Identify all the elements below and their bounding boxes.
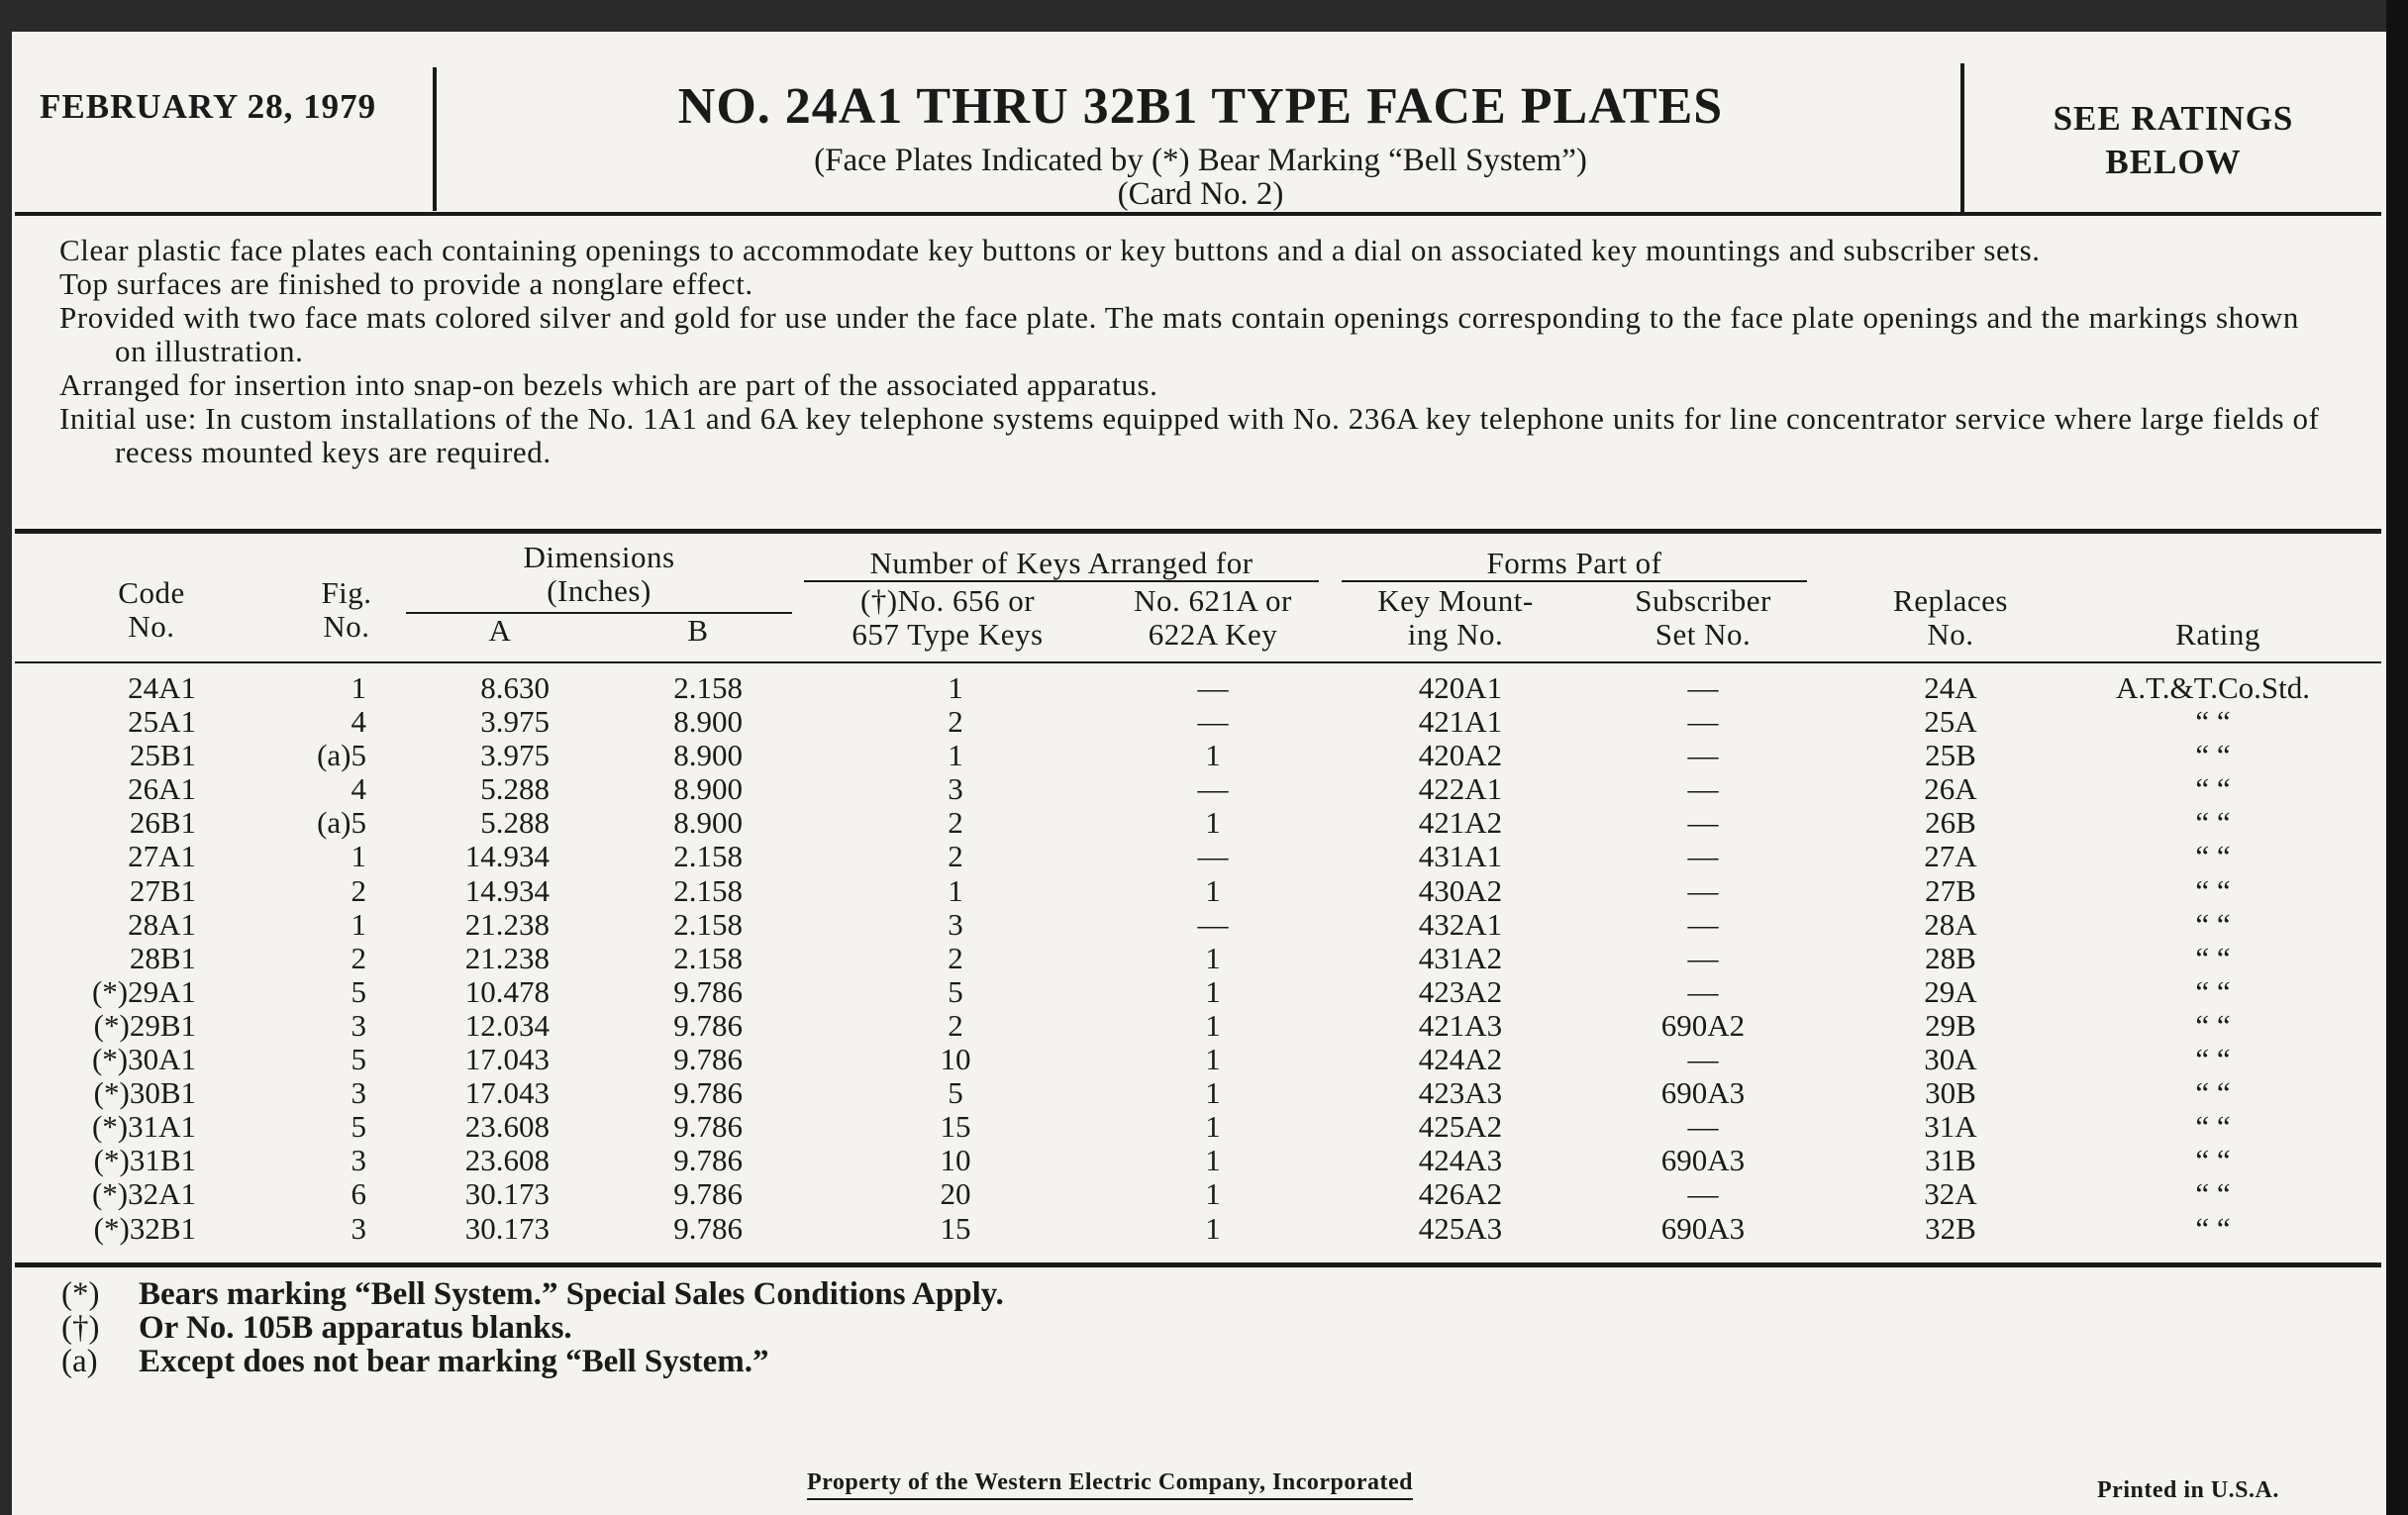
code-cell: 27B1 bbox=[129, 872, 196, 908]
replaces-cell: 31B bbox=[1925, 1143, 1976, 1178]
table-row bbox=[0, 739, 2408, 772]
keys-656-cell: 10 bbox=[940, 1143, 971, 1178]
dim-b-cell: 9.786 bbox=[673, 1007, 743, 1043]
header-text: No. bbox=[1927, 617, 1974, 652]
key-mounting-cell: 423A3 bbox=[1418, 1075, 1503, 1111]
header-text: Key Mount- bbox=[1377, 583, 1534, 618]
dim-b-cell: 9.786 bbox=[673, 1042, 743, 1077]
replaces-cell: 25A bbox=[1924, 704, 1977, 740]
dim-a-cell: 5.288 bbox=[480, 805, 550, 841]
subscriber-set-cell: 690A2 bbox=[1660, 1007, 1746, 1043]
keys-621-cell: 1 bbox=[1205, 1143, 1221, 1178]
replaces-cell: 25B bbox=[1925, 738, 1976, 773]
keys-621-cell: 1 bbox=[1205, 738, 1221, 773]
replaces-cell: 26B bbox=[1925, 805, 1976, 841]
subscriber-set-cell: — bbox=[1687, 805, 1719, 841]
header-text: Replaces bbox=[1893, 583, 2008, 618]
dim-a-cell: 21.238 bbox=[464, 940, 550, 975]
card-number: (Card No. 2) bbox=[1117, 176, 1284, 212]
footnote-text: Bears marking “Bell System.” Special Sales Conditions Apply. bbox=[139, 1276, 1004, 1312]
replaces-cell: 32A bbox=[1924, 1176, 1977, 1212]
fig-cell: 3 bbox=[351, 1075, 366, 1111]
header-code bbox=[57, 576, 246, 644]
fig-cell: 1 bbox=[351, 906, 366, 942]
dim-b-cell: 8.900 bbox=[673, 805, 743, 841]
rating-cell: “ “ bbox=[2195, 1143, 2231, 1178]
table-row bbox=[0, 1144, 2408, 1177]
header-rating: Rating bbox=[2175, 617, 2260, 652]
fig-cell: 1 bbox=[351, 670, 366, 705]
subscriber-set-cell: — bbox=[1687, 973, 1719, 1009]
dim-b-cell: 8.900 bbox=[673, 738, 743, 773]
footnote-mark: (a) bbox=[61, 1344, 98, 1379]
replaces-cell: 27B bbox=[1925, 872, 1976, 908]
rating-cell: “ “ bbox=[2195, 906, 2231, 942]
keys-621-cell: 1 bbox=[1205, 1075, 1221, 1111]
keys-656-cell: 15 bbox=[940, 1210, 971, 1246]
code-cell: 26B1 bbox=[129, 805, 196, 841]
replaces-cell: 26A bbox=[1924, 771, 1977, 807]
dim-a-cell: 17.043 bbox=[464, 1042, 550, 1077]
forms-underline bbox=[1342, 580, 1807, 582]
fig-cell: (a)5 bbox=[317, 738, 366, 773]
fig-cell: 5 bbox=[351, 1042, 366, 1077]
dim-b-cell: 9.786 bbox=[673, 1210, 743, 1246]
issue-date: FEBRUARY 28, 1979 bbox=[40, 87, 377, 126]
description-para: Clear plastic face plates each containing openings to accommodate key buttons or key buttons and a dial on associated key mountings and subscriber sets. bbox=[59, 233, 2041, 267]
keys-621-cell: 1 bbox=[1205, 805, 1221, 841]
keys-656-cell: 2 bbox=[948, 805, 963, 841]
page-subtitle bbox=[446, 144, 1956, 211]
replaces-cell: 28A bbox=[1924, 906, 1977, 942]
code-cell: (*)29A1 bbox=[91, 973, 196, 1009]
key-mounting-cell: 421A1 bbox=[1418, 704, 1503, 740]
dim-a-cell: 21.238 bbox=[464, 906, 550, 942]
key-mounting-cell: 421A3 bbox=[1418, 1007, 1503, 1043]
subscriber-set-cell: 690A3 bbox=[1660, 1075, 1746, 1111]
footnotes bbox=[61, 1277, 1004, 1378]
description-para: Top surfaces are finished to provide a nonglare effect. bbox=[59, 266, 753, 301]
table-row bbox=[0, 975, 2408, 1009]
dim-a-cell: 30.173 bbox=[464, 1176, 550, 1212]
table-bottom-rule bbox=[15, 1262, 2381, 1267]
keys-656-cell: 5 bbox=[948, 1075, 963, 1111]
header-subscriber-set bbox=[1584, 584, 1822, 652]
dim-b-cell: 8.900 bbox=[673, 704, 743, 740]
header-bottom-rule bbox=[15, 661, 2381, 663]
subscriber-set-cell: — bbox=[1687, 872, 1719, 908]
key-mounting-cell: 423A2 bbox=[1418, 973, 1503, 1009]
subscriber-set-cell: — bbox=[1687, 704, 1719, 740]
table-row bbox=[0, 772, 2408, 806]
replaces-cell: 29A bbox=[1924, 973, 1977, 1009]
fig-cell: 4 bbox=[351, 704, 366, 740]
code-cell: (*)30B1 bbox=[93, 1075, 196, 1111]
header-text: (Inches) bbox=[547, 573, 652, 608]
table-row bbox=[0, 840, 2408, 873]
header-forms-group: Forms Part of bbox=[1486, 546, 1662, 580]
keys-656-cell: 2 bbox=[948, 839, 963, 874]
dim-a-cell: 8.630 bbox=[480, 670, 550, 705]
keys-621-cell: — bbox=[1197, 771, 1229, 807]
footnote-text: Except does not bear marking “Bell System.” bbox=[139, 1344, 769, 1379]
keys-621-cell: 1 bbox=[1205, 1176, 1221, 1212]
subscriber-set-cell: — bbox=[1687, 1176, 1719, 1212]
fig-cell: 6 bbox=[351, 1176, 366, 1212]
code-cell: (*)32A1 bbox=[91, 1176, 196, 1212]
key-mounting-cell: 422A1 bbox=[1418, 771, 1503, 807]
rating-cell: “ “ bbox=[2195, 771, 2231, 807]
header-dimensions bbox=[406, 541, 792, 608]
key-mounting-cell: 425A2 bbox=[1418, 1109, 1503, 1145]
header-text: Subscriber bbox=[1635, 583, 1771, 618]
rating-cell: “ “ bbox=[2195, 1075, 2231, 1111]
header-key-mounting bbox=[1342, 584, 1569, 652]
header-text: (†)No. 656 or bbox=[859, 583, 1036, 618]
description-para: Arranged for insertion into snap-on bezels which are part of the associated apparatus. bbox=[59, 367, 1158, 402]
keys-621-cell: — bbox=[1197, 670, 1229, 705]
code-cell: 25A1 bbox=[128, 704, 196, 740]
subscriber-set-cell: — bbox=[1687, 1109, 1719, 1145]
subscriber-set-cell: — bbox=[1687, 906, 1719, 942]
table-row bbox=[0, 908, 2408, 942]
fig-cell: 3 bbox=[351, 1007, 366, 1043]
code-cell: (*)32B1 bbox=[93, 1210, 196, 1246]
fig-cell: 5 bbox=[351, 1109, 366, 1145]
replaces-cell: 24A bbox=[1924, 670, 1977, 705]
subscriber-set-cell: — bbox=[1687, 771, 1719, 807]
page-title: NO. 24A1 THRU 32B1 TYPE FACE PLATES bbox=[677, 78, 1724, 135]
code-cell: 25B1 bbox=[129, 738, 196, 773]
subscriber-set-cell: — bbox=[1687, 940, 1719, 975]
keys-621-cell: 1 bbox=[1205, 1210, 1221, 1246]
code-cell: 28B1 bbox=[129, 940, 196, 975]
keys-656-cell: 1 bbox=[948, 670, 963, 705]
header-text: Set No. bbox=[1655, 617, 1752, 652]
keys-656-cell: 2 bbox=[948, 704, 963, 740]
dim-a-cell: 14.934 bbox=[464, 872, 550, 908]
header-keys-group: Number of Keys Arranged for bbox=[869, 546, 1254, 580]
keys-621-cell: 1 bbox=[1205, 940, 1221, 975]
keys-621-cell: 1 bbox=[1205, 872, 1221, 908]
footnote bbox=[61, 1311, 1004, 1345]
rating-cell: “ “ bbox=[2195, 940, 2231, 975]
rating-cell: “ “ bbox=[2195, 872, 2231, 908]
key-mounting-cell: 431A2 bbox=[1418, 940, 1503, 975]
table-row bbox=[0, 942, 2408, 975]
fig-cell: 3 bbox=[351, 1210, 366, 1246]
key-mounting-cell: 420A2 bbox=[1418, 738, 1503, 773]
header-keys-621 bbox=[1099, 584, 1327, 652]
header-text: Code bbox=[118, 575, 185, 610]
keys-656-cell: 1 bbox=[948, 872, 963, 908]
dim-b-cell: 9.786 bbox=[673, 1143, 743, 1178]
dim-a-cell: 14.934 bbox=[464, 839, 550, 874]
dim-b-cell: 2.158 bbox=[673, 872, 743, 908]
replaces-cell: 30A bbox=[1924, 1042, 1977, 1077]
header-text: Dimensions bbox=[523, 540, 675, 574]
rating-cell: “ “ bbox=[2195, 1176, 2231, 1212]
header-text: No. bbox=[323, 609, 370, 644]
dim-a-cell: 23.608 bbox=[464, 1143, 550, 1178]
keys-656-cell: 5 bbox=[948, 973, 963, 1009]
dim-a-cell: 5.288 bbox=[480, 771, 550, 807]
table-row bbox=[0, 806, 2408, 840]
dim-a-cell: 10.478 bbox=[464, 973, 550, 1009]
dim-b-cell: 9.786 bbox=[673, 973, 743, 1009]
dim-a-cell: 3.975 bbox=[480, 704, 550, 740]
footnote-mark: (†) bbox=[61, 1310, 100, 1346]
dim-a-cell: 12.034 bbox=[464, 1007, 550, 1043]
rating-cell: A.T.&T.Co.Std. bbox=[2115, 670, 2311, 705]
table-row bbox=[0, 1009, 2408, 1043]
header-text: Fig. bbox=[321, 575, 372, 610]
key-mounting-cell: 432A1 bbox=[1418, 906, 1503, 942]
ratings-note-line2: BELOW bbox=[2105, 143, 2242, 181]
table-row bbox=[0, 1110, 2408, 1144]
keys-621-cell: — bbox=[1197, 839, 1229, 874]
property-notice: Property of the Western Electric Company, Incorporated bbox=[807, 1469, 1413, 1500]
code-cell: (*)31B1 bbox=[93, 1143, 196, 1178]
dim-a-cell: 17.043 bbox=[464, 1075, 550, 1111]
table-row bbox=[0, 1177, 2408, 1211]
dim-b-cell: 8.900 bbox=[673, 771, 743, 807]
fig-cell: 1 bbox=[351, 839, 366, 874]
rating-cell: “ “ bbox=[2195, 973, 2231, 1009]
footnote-mark: (*) bbox=[61, 1276, 100, 1312]
keys-621-cell: 1 bbox=[1205, 973, 1221, 1009]
header-keys-656 bbox=[804, 584, 1091, 652]
dim-b-cell: 9.786 bbox=[673, 1109, 743, 1145]
table-row bbox=[0, 671, 2408, 705]
header-fig bbox=[287, 576, 406, 644]
header-text: 622A Key bbox=[1148, 617, 1278, 652]
header-text: No. bbox=[128, 609, 175, 644]
replaces-cell: 29B bbox=[1925, 1007, 1976, 1043]
header-divider-right bbox=[1960, 63, 1964, 212]
key-mounting-cell: 420A1 bbox=[1418, 670, 1503, 705]
code-cell: (*)30A1 bbox=[91, 1042, 196, 1077]
keys-621-cell: 1 bbox=[1205, 1109, 1221, 1145]
subscriber-set-cell: — bbox=[1687, 670, 1719, 705]
fig-cell: 2 bbox=[351, 940, 366, 975]
rating-cell: “ “ bbox=[2195, 839, 2231, 874]
dim-a-cell: 3.975 bbox=[480, 738, 550, 773]
subscriber-set-cell: 690A3 bbox=[1660, 1143, 1746, 1178]
header-text: No. 621A or bbox=[1134, 583, 1292, 618]
key-mounting-cell: 421A2 bbox=[1418, 805, 1503, 841]
dim-a-cell: 30.173 bbox=[464, 1210, 550, 1246]
subtitle-line: (Face Plates Indicated by (*) Bear Marking “Bell System”) bbox=[814, 143, 1587, 178]
table-row bbox=[0, 1076, 2408, 1110]
dim-a-cell: 23.608 bbox=[464, 1109, 550, 1145]
code-cell: 27A1 bbox=[128, 839, 196, 874]
keys-656-cell: 3 bbox=[948, 906, 963, 942]
keys-621-cell: — bbox=[1197, 704, 1229, 740]
key-mounting-cell: 425A3 bbox=[1418, 1210, 1503, 1246]
header-divider-left bbox=[433, 67, 437, 211]
footnote-text: Or No. 105B apparatus blanks. bbox=[139, 1310, 572, 1346]
header-dim-b: B bbox=[687, 613, 709, 648]
keys-621-cell: — bbox=[1197, 906, 1229, 942]
keys-656-cell: 10 bbox=[940, 1042, 971, 1077]
footnote bbox=[61, 1277, 1004, 1311]
code-cell: 24A1 bbox=[128, 670, 196, 705]
printed-notice: Printed in U.S.A. bbox=[2097, 1477, 2279, 1503]
key-mounting-cell: 430A2 bbox=[1418, 872, 1503, 908]
header-text: 657 Type Keys bbox=[852, 617, 1044, 652]
face-plate-table bbox=[0, 671, 2408, 1246]
dim-b-cell: 2.158 bbox=[673, 839, 743, 874]
ratings-note-line1: SEE RATINGS bbox=[2053, 99, 2294, 138]
replaces-cell: 30B bbox=[1925, 1075, 1976, 1111]
replaces-cell: 31A bbox=[1924, 1109, 1977, 1145]
rating-cell: “ “ bbox=[2195, 1042, 2231, 1077]
keys-621-cell: 1 bbox=[1205, 1042, 1221, 1077]
replaces-cell: 32B bbox=[1925, 1210, 1976, 1246]
footnote bbox=[61, 1345, 1004, 1378]
keys-656-cell: 1 bbox=[948, 738, 963, 773]
fig-cell: 2 bbox=[351, 872, 366, 908]
rating-cell: “ “ bbox=[2195, 805, 2231, 841]
description-para: Provided with two face mats colored silver and gold for use under the face plate. The mats contain openings corresponding to the face plate openings and the markings shown on illustration. bbox=[59, 300, 2299, 368]
subscriber-set-cell: — bbox=[1687, 839, 1719, 874]
key-mounting-cell: 424A2 bbox=[1418, 1042, 1503, 1077]
subscriber-set-cell: 690A3 bbox=[1660, 1210, 1746, 1246]
keys-656-cell: 2 bbox=[948, 940, 963, 975]
rating-cell: “ “ bbox=[2195, 704, 2231, 740]
fig-cell: (a)5 bbox=[317, 805, 366, 841]
replaces-cell: 28B bbox=[1925, 940, 1976, 975]
code-cell: (*)31A1 bbox=[91, 1109, 196, 1145]
keys-underline bbox=[804, 580, 1319, 582]
replaces-cell: 27A bbox=[1924, 839, 1977, 874]
fig-cell: 3 bbox=[351, 1143, 366, 1178]
code-cell: 28A1 bbox=[128, 906, 196, 942]
description bbox=[59, 234, 2337, 469]
header-replaces bbox=[1852, 584, 2050, 652]
dim-b-cell: 2.158 bbox=[673, 670, 743, 705]
rating-cell: “ “ bbox=[2195, 1109, 2231, 1145]
dim-b-cell: 2.158 bbox=[673, 940, 743, 975]
fig-cell: 4 bbox=[351, 771, 366, 807]
rating-cell: “ “ bbox=[2195, 1210, 2231, 1246]
code-cell: (*)29B1 bbox=[93, 1007, 196, 1043]
keys-656-cell: 15 bbox=[940, 1109, 971, 1145]
table-top-rule bbox=[15, 529, 2381, 534]
header-rule bbox=[15, 212, 2381, 216]
table-row bbox=[0, 1212, 2408, 1246]
header-dim-a: A bbox=[488, 613, 512, 648]
table-row bbox=[0, 1043, 2408, 1076]
dim-b-cell: 2.158 bbox=[673, 906, 743, 942]
table-row bbox=[0, 874, 2408, 908]
rating-cell: “ “ bbox=[2195, 738, 2231, 773]
dim-b-cell: 9.786 bbox=[673, 1176, 743, 1212]
header-text: ing No. bbox=[1407, 617, 1504, 652]
keys-656-cell: 3 bbox=[948, 771, 963, 807]
keys-621-cell: 1 bbox=[1205, 1007, 1221, 1043]
description-para: Initial use: In custom installations of the No. 1A1 and 6A key telephone systems equipped with No. 236A key telephone units for line concentrator service where large fields of recess mounted keys are required. bbox=[59, 401, 2320, 469]
rating-cell: “ “ bbox=[2195, 1007, 2231, 1043]
dim-b-cell: 9.786 bbox=[673, 1075, 743, 1111]
key-mounting-cell: 431A1 bbox=[1418, 839, 1503, 874]
key-mounting-cell: 426A2 bbox=[1418, 1176, 1503, 1212]
subscriber-set-cell: — bbox=[1687, 1042, 1719, 1077]
key-mounting-cell: 424A3 bbox=[1418, 1143, 1503, 1178]
keys-656-cell: 2 bbox=[948, 1007, 963, 1043]
code-cell: 26A1 bbox=[128, 771, 196, 807]
fig-cell: 5 bbox=[351, 973, 366, 1009]
subscriber-set-cell: — bbox=[1687, 738, 1719, 773]
keys-656-cell: 20 bbox=[940, 1176, 971, 1212]
ratings-note bbox=[1970, 97, 2376, 184]
table-row bbox=[0, 705, 2408, 739]
